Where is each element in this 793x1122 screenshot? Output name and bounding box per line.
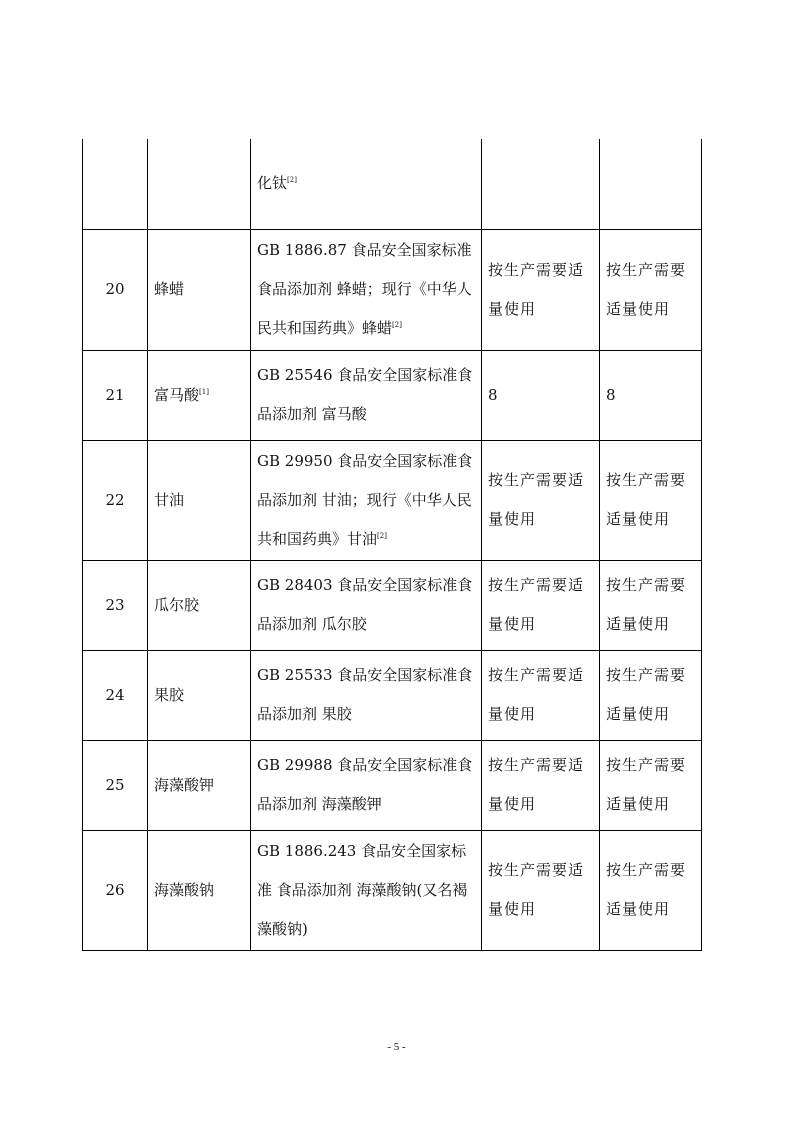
- cell-standard: [251, 139, 482, 229]
- footnote-mark: [2]: [392, 321, 402, 329]
- table-row: [83, 560, 702, 650]
- cell-standard: GB 28403 食品安全国家标准食品添加剂 瓜尔胶: [251, 560, 482, 650]
- footnote-mark: [2]: [377, 531, 387, 540]
- cell-limit-b: 按生产需要适量使用: [600, 740, 702, 830]
- cell-limit-a: 按生产需要适量使用: [482, 229, 600, 350]
- cell-name: 甘油: [148, 440, 251, 560]
- cell-name: 蜂蜡: [148, 229, 251, 350]
- cell-standard: GB 1886.243 食品安全国家标准 食品添加剂 海藻酸钠(又名褐藻酸钠): [251, 830, 482, 950]
- cell-limit-b: 按生产需要适量使用: [600, 560, 702, 650]
- table-row: [83, 830, 702, 950]
- cell-no: 26: [83, 830, 148, 950]
- cell-name: 果胶: [148, 650, 251, 740]
- cell-standard: [251, 229, 482, 350]
- name-text: 富马酸: [154, 385, 200, 404]
- cell-no: 21: [83, 350, 148, 440]
- cell-standard: GB 25546 食品安全国家标准食品添加剂 富马酸: [251, 350, 482, 440]
- standard-text: 化钛: [257, 174, 288, 193]
- cell-limit-a: 8: [482, 350, 600, 440]
- cell-name: [148, 139, 251, 229]
- cell-limit-a: 按生产需要适量使用: [482, 650, 600, 740]
- table-row: [83, 350, 702, 440]
- cell-limit-b: 按生产需要适量使用: [600, 229, 702, 350]
- cell-limit-b: 按生产需要适量使用: [600, 440, 702, 560]
- cell-limit-b: 按生产需要适量使用: [600, 830, 702, 950]
- cell-limit-a: 按生产需要适量使用: [482, 560, 600, 650]
- footnote-mark: [1]: [199, 387, 209, 396]
- cell-name: 海藻酸钾: [148, 740, 251, 830]
- cell-no: 20: [83, 229, 148, 350]
- cell-name: 瓜尔胶: [148, 560, 251, 650]
- table-row-continued: [83, 139, 702, 229]
- table-row: [83, 650, 702, 740]
- standard-text: GB 1886.87 食品安全国家标准食品添加剂 蜂蜡；现行《中华人民共和国药典》蜂蜡: [257, 241, 472, 337]
- cell-standard: [251, 440, 482, 560]
- cell-limit-b: 8: [600, 350, 702, 440]
- cell-no: 24: [83, 650, 148, 740]
- standard-text: GB 29950 食品安全国家标准食品添加剂 甘油；现行《中华人民共和国药典》甘油: [257, 451, 473, 548]
- cell-limit-a: 按生产需要适量使用: [482, 440, 600, 560]
- cell-standard: GB 25533 食品安全国家标准食品添加剂 果胶: [251, 650, 482, 740]
- cell-no: 22: [83, 440, 148, 560]
- cell-name: [148, 350, 251, 440]
- cell-name: 海藻酸钠: [148, 830, 251, 950]
- cell-limit-a: 按生产需要适量使用: [482, 830, 600, 950]
- cell-standard: GB 29988 食品安全国家标准食品添加剂 海藻酸钾: [251, 740, 482, 830]
- cell-no: [83, 139, 148, 229]
- cell-limit-b: 按生产需要适量使用: [600, 650, 702, 740]
- cell-no: 23: [83, 560, 148, 650]
- cell-limit-b: [600, 139, 702, 229]
- table-row: [83, 229, 702, 350]
- cell-limit-a: 按生产需要适量使用: [482, 740, 600, 830]
- cell-limit-a: [482, 139, 600, 229]
- table-row: [83, 440, 702, 560]
- cell-no: 25: [83, 740, 148, 830]
- table-row: [83, 740, 702, 830]
- footnote-mark: [2]: [287, 176, 297, 185]
- page-number: - 5 -: [387, 1041, 406, 1053]
- additive-table: [82, 139, 702, 951]
